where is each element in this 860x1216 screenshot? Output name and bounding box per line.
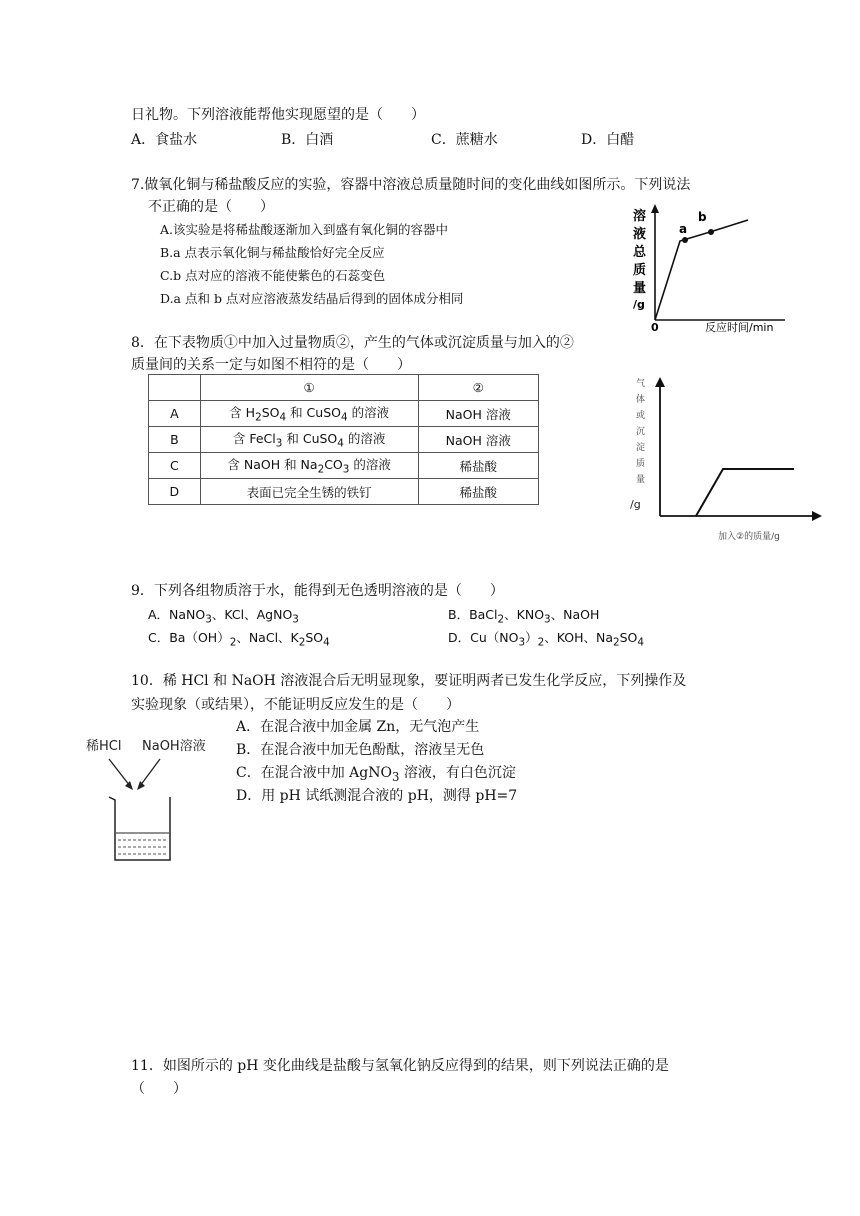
q7-label-b: b [698, 210, 707, 224]
table-header-row [149, 375, 539, 401]
q6-option-c: C．蔗糖水 [431, 132, 498, 148]
q7-ylabel-5: 量 [633, 281, 647, 296]
q8-ylabel-1: 气 [636, 379, 646, 389]
q7-y-axis-arrow [651, 204, 659, 213]
q10-stem-line2: 实验现象（或结果），不能证明反应发生的是（ ） [131, 697, 460, 713]
q10-stem-line1: 10．稀 HCl 和 NaOH 溶液混合后无明显现象，要证明两者已发生化学反应，下列操作及 [131, 673, 687, 689]
q8-y-axis-arrow [655, 377, 665, 387]
q8-curve [696, 469, 794, 516]
q8-stem-line2: 质量间的关系一定与如图不相符的是（ ） [131, 357, 411, 373]
q9-option-a: A．NaNO$_3$、KCl、AgNO$_3$ [148, 607, 299, 626]
q10-option-c: C．在混合液中加 AgNO$_3$ 溶液，有白色沉淀 [236, 765, 516, 784]
q7-ylabel-unit: /g [633, 298, 645, 311]
q6-stem-tail: 日礼物。下列溶液能帮他实现愿望的是（ ） [131, 107, 425, 123]
q8-xlabel: 加入②的质量/g [718, 532, 780, 542]
q10-option-d: D．用 pH 试纸测混合液的 pH，测得 pH=7 [236, 788, 518, 804]
q7-option-d: D.a 点和 b 点对应溶液蒸发结晶后得到的固体成分相同 [160, 291, 464, 306]
q7-point-b [708, 229, 714, 235]
q7-mass-time-graph [625, 200, 800, 336]
q7-option-b: B.a 点表示氧化铜与稀盐酸恰好完全反应 [160, 245, 385, 260]
q7-ylabel-2: 液 [633, 227, 647, 242]
table-row [149, 401, 539, 427]
q7-point-a [682, 237, 688, 243]
table-row [149, 479, 539, 505]
q11-stem-line2: （ ） [131, 1081, 187, 1097]
arrow-head-icon [137, 781, 145, 790]
q8-ylabel-2: 体 [636, 395, 646, 405]
q8-ylabel-7: 量 [636, 475, 646, 485]
table-cell-substance1: 含 FeCl$_3$ 和 CuSO$_4$ 的溶液 [200, 427, 418, 453]
q11-stem-line1: 11．如图所示的 pH 变化曲线是盐酸与氢氧化钠反应得到的结果，则下列说法正确的是 [131, 1058, 669, 1074]
q10-option-b: B．在混合液中加无色酚酞，溶液呈无色 [236, 742, 485, 758]
q8-ylabel-3: 或 [636, 411, 646, 421]
q9-stem: 9．下列各组物质溶于水，能得到无色透明溶液的是（ ） [131, 583, 504, 599]
table-cell-substance1: 表面已完全生锈的铁钉 [200, 479, 418, 505]
table-cell-substance2: 稀盐酸 [418, 453, 538, 479]
table-cell-substance1: 含 NaOH 和 $Na_2CO_3$ 的溶液 [200, 453, 418, 479]
q8-ylabel-5: 淀 [636, 443, 646, 453]
table-cell-label: D [149, 479, 201, 505]
table-row [149, 427, 539, 453]
q10-arrow-hcl [109, 759, 130, 786]
q10-option-a: A．在混合液中加金属 Zn，无气泡产生 [236, 719, 480, 735]
table-cell-label: A [149, 401, 201, 427]
table-cell-substance2: 稀盐酸 [418, 479, 538, 505]
q9-option-c: C．$Ba(OH)_2$、NaCl、$K_2SO_4$ [148, 630, 330, 649]
q7-origin: 0 [651, 321, 659, 334]
table-cell-label: C [149, 453, 201, 479]
q8-ylabel-unit: /g [630, 498, 641, 511]
q8-graph [622, 372, 827, 550]
q7-stem-line1: 7.做氧化铜与稀盐酸反应的实验，容器中溶液总质量随时间的变化曲线如图所示。下列说法 [131, 177, 691, 193]
arrow-head-icon [125, 781, 133, 790]
q7-option-c: C.b 点对应的溶液不能使紫色的石蕊变色 [160, 268, 386, 283]
q7-option-a: A.该实验是将稀盐酸逐渐加入到盛有氧化铜的容器中 [160, 222, 449, 237]
q9-option-b: B．BaCl$_2$、$KNO_3$、NaOH [448, 607, 600, 626]
q9-option-d: D．$Cu(NO_3)_2$、KOH、$Na_2SO_4$ [448, 630, 645, 649]
q6-option-b: B．白酒 [281, 132, 334, 148]
table-header-cell: ② [418, 375, 538, 401]
q10-label-naoh: NaOH溶液 [142, 739, 206, 754]
table-cell-substance2: NaOH 溶液 [418, 401, 538, 427]
q7-xlabel: 反应时间/min [705, 321, 774, 334]
q8-x-axis-arrow [812, 511, 822, 521]
table-header-cell: ① [200, 375, 418, 401]
q8-ylabel-4: 沉 [636, 427, 646, 437]
table-row [149, 453, 539, 479]
q8-stem-line1: 8．在下表物质①中加入过量物质②，产生的气体或沉淀质量与加入的② [131, 335, 574, 351]
table-cell-substance2: NaOH 溶液 [418, 427, 538, 453]
table-header-cell [149, 375, 201, 401]
q8-ylabel-6: 质 [636, 459, 646, 469]
q8-table [148, 374, 539, 505]
beaker-icon [109, 797, 170, 860]
table-cell-label: B [149, 427, 201, 453]
q6-option-d: D．白醋 [581, 132, 635, 148]
q10-label-hcl: 稀HCl [86, 739, 122, 754]
table-cell-substance1: 含 $H_2SO_4$ 和 CuSO$_4$ 的溶液 [200, 401, 418, 427]
q7-ylabel-1: 溶 [633, 209, 647, 224]
q7-ylabel-4: 质 [633, 263, 647, 278]
q7-curve [655, 220, 748, 320]
q10-beaker-figure [82, 734, 222, 864]
q6-option-a: A．食盐水 [131, 132, 198, 148]
q7-label-a: a [679, 222, 688, 236]
q7-ylabel-3: 总 [633, 245, 647, 260]
q10-arrow-naoh [140, 759, 160, 786]
q7-stem-line2: 不正确的是（ ） [148, 199, 274, 215]
